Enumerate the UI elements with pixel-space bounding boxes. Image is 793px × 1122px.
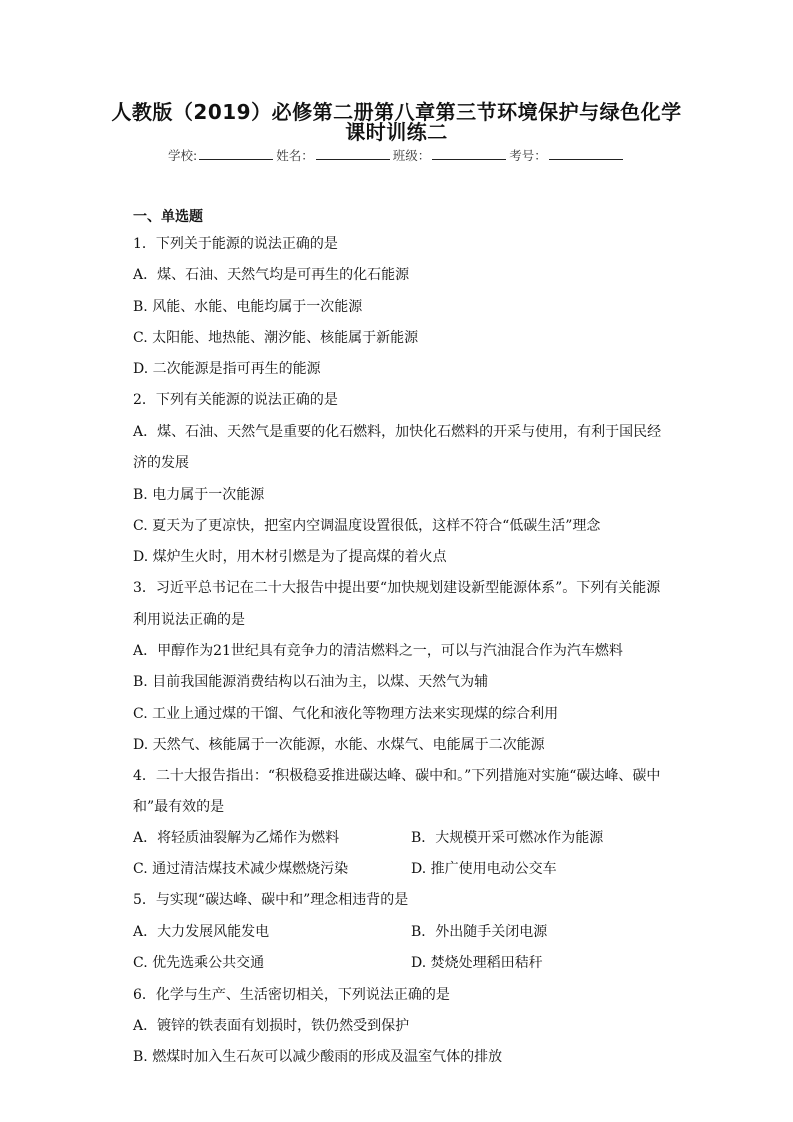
question-2-stem: 2．下列有关能源的说法正确的是 (133, 392, 338, 408)
question-4-option-c: C. 通过清洁煤技术减少煤燃烧污染 (133, 861, 349, 877)
question-3-option-c: C. 工业上通过煤的干馏、气化和液化等物理方法来实现煤的综合利用 (133, 706, 559, 722)
question-2-option-a-cont: 济的发展 (133, 455, 189, 471)
question-3-option-d: D. 天然气、核能属于一次能源，水能、水煤气、电能属于二次能源 (133, 737, 545, 753)
class-label: 班级： (392, 148, 431, 163)
question-2-option-b: B. 电力属于一次能源 (133, 487, 265, 503)
school-blank[interactable] (199, 147, 273, 160)
question-1-option-c: C. 太阳能、地热能、潮汐能、核能属于新能源 (133, 330, 419, 346)
school-label: 学校: (168, 148, 198, 163)
name-blank[interactable] (316, 147, 390, 160)
question-6-option-b: B. 燃煤时加入生石灰可以减少酸雨的形成及温室气体的排放 (133, 1049, 503, 1065)
question-4-stem: 4．二十大报告指出：“积极稳妥推进碳达峰、碳中和。”下列措施对实施“碳达峰、碳中 (133, 768, 661, 784)
question-1-option-b: B. 风能、水能、电能均属于一次能源 (133, 299, 363, 315)
question-6-option-a: A．镀锌的铁表面有划损时，铁仍然受到保护 (133, 1018, 410, 1034)
question-3-stem: 3．习近平总书记在二十大报告中提出要“加快规划建设新型能源体系”。下列有关能源 (133, 580, 661, 596)
student-info-row (168, 146, 626, 164)
question-5-option-a: A．大力发展风能发电 (133, 924, 270, 940)
exam-number-blank[interactable] (549, 147, 623, 160)
exam-number-label: 考号： (509, 148, 547, 163)
question-3-option-b: B. 目前我国能源消费结构以石油为主，以煤、天然气为辅 (133, 674, 489, 690)
class-blank[interactable] (432, 147, 506, 160)
section-heading: 一、单选题 (133, 209, 203, 225)
question-5-option-c: C. 优先选乘公共交通 (133, 955, 265, 971)
question-5-stem: 5．与实现“碳达峰、碳中和”理念相违背的是 (133, 892, 409, 908)
question-2-option-c: C. 夏天为了更凉快，把室内空调温度设置很低，这样不符合“低碳生活”理念 (133, 518, 601, 534)
question-2-option-d: D. 煤炉生火时，用木材引燃是为了提高煤的着火点 (133, 549, 447, 565)
question-5-option-d: D. 焚烧处理稻田秸秆 (411, 955, 543, 971)
question-5-option-b: B．外出随手关闭电源 (411, 924, 548, 940)
question-4-option-a: A．将轻质油裂解为乙烯作为燃料 (133, 830, 340, 846)
document-title: 人教版（2019）必修第二册第八章第三节环境保护与绿色化学 (111, 100, 682, 124)
question-6-stem: 6．化学与生产、生活密切相关，下列说法正确的是 (133, 987, 450, 1003)
question-4-stem-cont: 和”最有效的是 (133, 799, 225, 815)
name-label: 姓名： (276, 148, 314, 163)
question-3-option-a: A．甲醇作为21世纪具有竞争力的清洁燃料之一，可以与汽油混合作为汽车燃料 (133, 643, 623, 659)
question-1-stem: 1．下列关于能源的说法正确的是 (133, 236, 338, 252)
question-4-option-b: B．大规模开采可燃冰作为能源 (411, 830, 604, 846)
question-3-stem-cont: 利用说法正确的是 (133, 612, 245, 628)
question-1-option-a: A．煤、石油、天然气均是可再生的化石能源 (133, 267, 410, 283)
document-subtitle: 课时训练二 (345, 120, 448, 144)
question-1-option-d: D. 二次能源是指可再生的能源 (133, 361, 321, 377)
question-2-option-a: A．煤、石油、天然气是重要的化石燃料，加快化石燃料的开采与使用，有利于国民经 (133, 424, 662, 440)
question-4-option-d: D. 推广使用电动公交车 (411, 861, 557, 877)
